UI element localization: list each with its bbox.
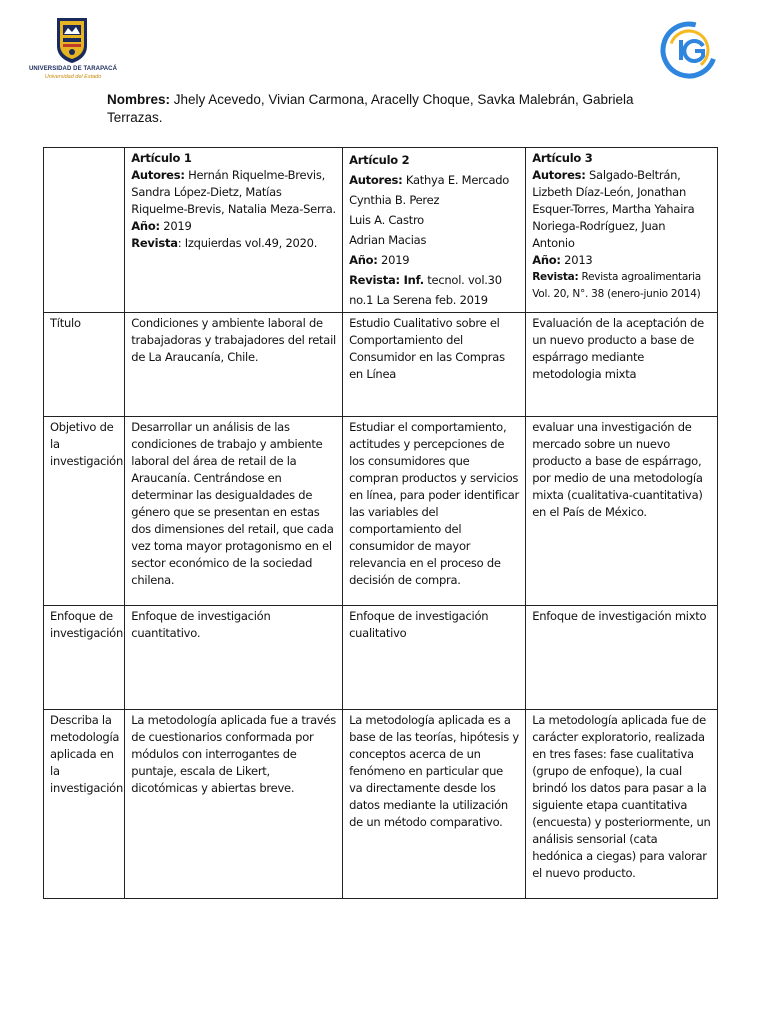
table-cell: Condiciones y ambiente laboral de trabajadoras y trabajadores del retail de La Araucanía, Chile. [125,313,343,417]
table-row [44,606,718,710]
table-row [44,710,718,899]
table-cell: La metodología aplicada fue de carácter exploratorio, realizada en tres fases: fase cualitativa (grupo de enfoque), la cual brindó los datos para pasar a la siguiente etapa cuantitativa (encuesta) y posteriormente, un análisis sensorial (cata hedónica a ciegas) para valorar el nuevo producto. [526,710,718,899]
table-cell: Estudio Cualitativo sobre el Comportamiento del Consumidor en las Compras en Línea [343,313,526,417]
article-authors: Autores: Salgado-Beltrán, Lizbeth Díaz-León, Jonathan Esquer-Torres, Martha Yahaira Noriega-Rodríguez, Juan Antonio [532,168,695,250]
article-1-header [125,148,343,313]
article-year: Año: 2019 [349,253,410,267]
article-author: Luis A. Castro [349,213,424,227]
table-cell: evaluar una investigación de mercado sobre un nuevo producto a base de espárrago, por medio de una metodología mixta (cualitativa-cuantitativa) en el País de México. [526,417,718,606]
student-names [107,91,667,127]
names-value: Jhely Acevedo, Vivian Carmona, Aracelly Choque, Savka Malebrán, Gabriela Terrazas. [107,92,634,125]
article-journal: Revista: Inf. tecnol. vol.30 no.1 La Serena feb. 2019 [349,273,502,307]
table-cell: La metodología aplicada fue a través de cuestionarios conformada por módulos con interrogantes de puntaje, escala de Likert, dicotómicas y abiertas breve. [125,710,343,899]
table-cell: Estudiar el comportamiento, actitudes y percepciones de los consumidores que compran productos y servicios en línea, para poder identificar las variables del comportamiento del consumidor de mayor relevancia en el proceso de decisión de compra. [343,417,526,606]
article-heading: Artículo 2 [349,153,410,167]
table-cell: La metodología aplicada es a base de las teorías, hipótesis y conceptos acerca de un fenómeno en particular que va directamente desde los datos mediante la utilización de un método comparativo. [343,710,526,899]
table-cell: Enfoque de investigación mixto [526,606,718,710]
article-author: Adrian Macias [349,233,427,247]
table-cell: Desarrollar un análisis de las condiciones de trabajo y ambiente laboral del área de retail de la Araucanía. Centrándose en determinar las desigualdades de género que se presentan en estas dos dimensiones del retail, que cada vez toma mayor protagonismo en el sector económico de la sociedad chilena. [125,417,343,606]
article-heading: Artículo 1 [131,151,192,165]
article-year: Año: 2019 [131,219,192,233]
university-name: UNIVERSIDAD DE TARAPACÁ [28,66,118,72]
names-label: Nombres: [107,92,171,107]
table-cell: Enfoque de investigación cuantitativo. [125,606,343,710]
university-logo [26,16,120,86]
table-header-row [44,148,718,313]
table-row [44,313,718,417]
article-2-header [343,148,526,313]
ig-circle-logo-icon [659,20,719,80]
row-label: Objetivo de la investigación [44,417,125,606]
row-label: Describa la metodología aplicada en la investigación [44,710,125,899]
table-cell: Evaluación de la aceptación de un nuevo producto a base de espárrago mediante metodologia mixta [526,313,718,417]
article-authors: Autores: Kathya E. Mercado [349,173,510,187]
row-label: Enfoque de investigación [44,606,125,710]
article-authors: Autores: Hernán Riquelme-Brevis, Sandra López-Dietz, Matías Riquelme-Brevis, Natalia Meza-Serra. [131,168,336,216]
article-journal: Revista: Izquierdas vol.49, 2020. [131,236,318,250]
table-cell: Enfoque de investigación cualitativo [343,606,526,710]
article-author: Cynthia B. Perez [349,193,440,207]
university-tagline: Universidad del Estado [44,74,102,80]
row-label: Título [44,313,125,417]
article-journal: Revista: Revista agroalimentaria Vol. 20, N°. 38 (enero-junio 2014) [532,271,701,300]
article-heading: Artículo 3 [532,151,593,165]
article-comparison-table [43,147,718,899]
table-row [44,417,718,606]
article-3-header [526,148,718,313]
table-corner-cell [44,148,125,313]
article-year: Año: 2013 [532,253,593,267]
university-shield-icon [55,16,89,64]
